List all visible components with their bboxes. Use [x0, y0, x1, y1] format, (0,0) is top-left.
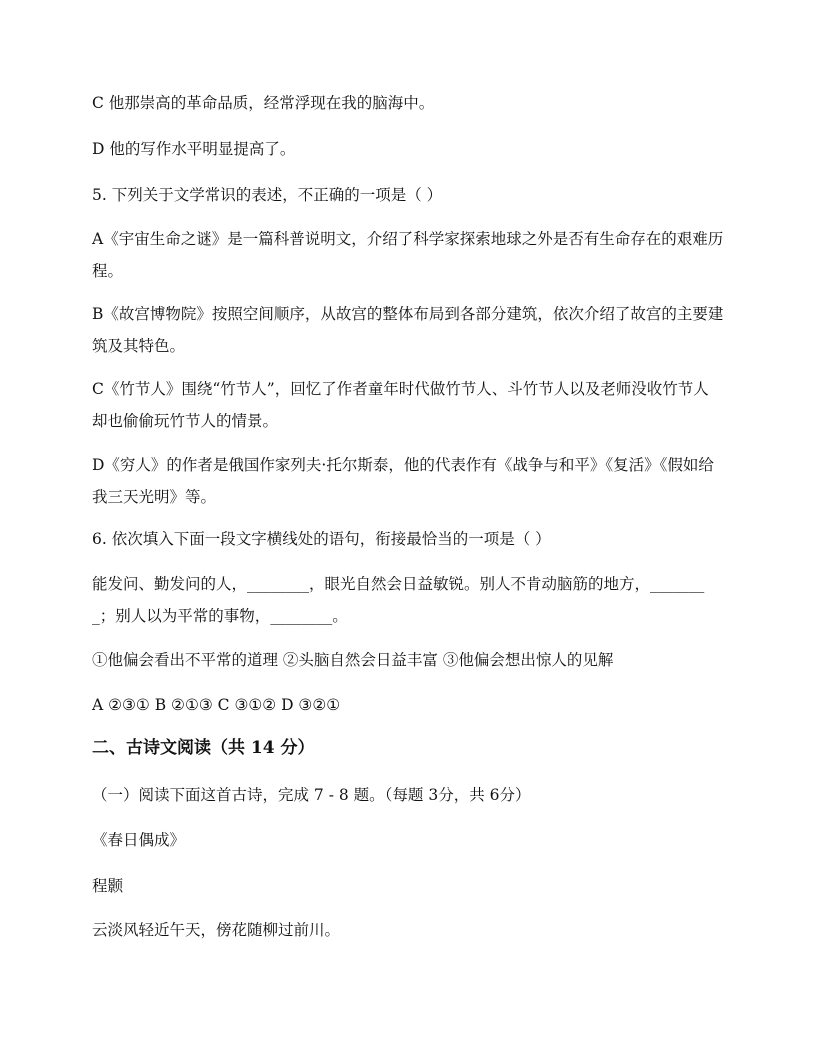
q4-option-c: C 他那崇高的革命品质，经常浮现在我的脑海中。 [92, 94, 435, 112]
q6-choices: ①他偏会看出不平常的道理 ②头脑自然会日益丰富 ③他偏会想出惊人的见解 [92, 651, 614, 669]
poem-title: 《春日偶成》 [92, 831, 186, 849]
q6-stem: 6. 依次填入下面一段文字横线处的语句，衔接最恰当的一项是（ ） [92, 530, 551, 548]
poem-author: 程颢 [92, 877, 124, 895]
q5-option-c: C《竹节人》围绕“竹节人”，回忆了作者童年时代做竹节人、斗竹节人以及老师没收竹节人却也偷偷玩竹节人的情景。 [92, 380, 709, 430]
section-sub-heading: （一）阅读下面这首古诗，完成 7 - 8 题。（每题 3分，共 6分） [92, 786, 531, 804]
q6-answers: A ②③① B ②①③ C ③①② D ③②① [92, 696, 341, 714]
q5-stem: 5. 下列关于文学常识的表述，不正确的一项是（ ） [92, 186, 443, 204]
section-heading: 二、古诗文阅读（共 14 分） [92, 738, 315, 758]
q5-option-a: A《宇宙生命之谜》是一篇科普说明文，介绍了科学家探索地球之外是否有生命存在的艰难历程。 [92, 230, 724, 280]
q6-passage: 能发问、勤发问的人，________，眼光自然会日益敏锐。别人不肯动脑筋的地方，________；别人以为平常的事物，________。 [92, 575, 705, 625]
q5-option-d: D《穷人》的作者是俄国作家列夫·托尔斯泰，他的代表作有《战争与和平》《复活》《假如给我三天光明》等。 [92, 456, 714, 506]
q4-option-d: D 他的写作水平明显提高了。 [92, 140, 296, 158]
poem-line-1: 云淡风轻近午天，傍花随柳过前川。 [92, 921, 341, 939]
q5-option-b: B《故宫博物院》按照空间顺序，从故宫的整体布局到各部分建筑，依次介绍了故宫的主要建筑及其特色。 [92, 305, 724, 355]
